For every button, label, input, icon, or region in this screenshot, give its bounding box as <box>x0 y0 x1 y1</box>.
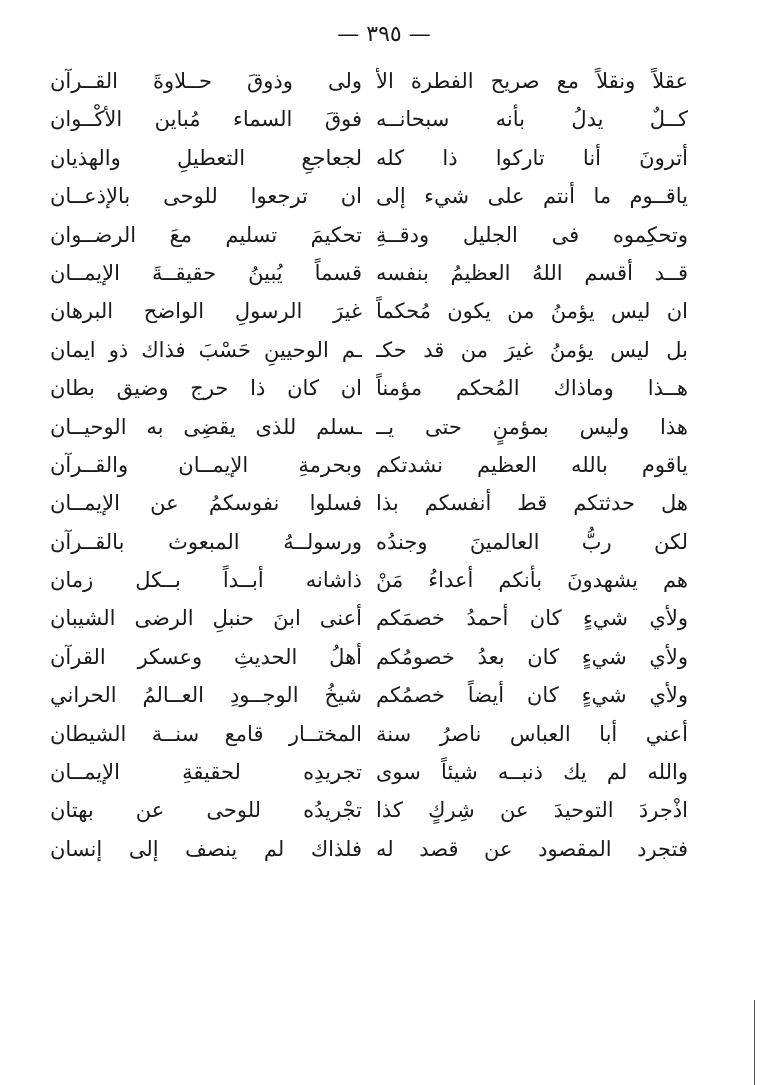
verse-11-first-hemistich: ياقوم بالله العظيم نشدتكم <box>376 452 688 477</box>
poem-body <box>50 62 688 868</box>
verse-19-first-hemistich: والله لم يك ذنبــه شيئاً سوى <box>376 760 688 785</box>
verse-7-first-hemistich: ان ليس يؤمنُ من يكون مُحكماً <box>376 299 688 324</box>
verse-1 <box>50 62 688 100</box>
verse-4-second-hemistich: ان ترجعوا للوحى بالإذعــان <box>50 184 362 209</box>
verse-14 <box>50 561 688 599</box>
verse-16-second-hemistich: أهلُ الحديثِ وعسكر القرآن <box>50 644 362 669</box>
verse-6-second-hemistich: قسماً يُبينُ حقيقــةَ الإيمــان <box>50 260 362 285</box>
verse-12-second-hemistich: فسلوا نفوسكمُ عن الإيمــان <box>50 491 362 516</box>
verse-9-first-hemistich: هــذا وماذاك المُحكم مؤمناً <box>376 376 688 401</box>
verse-18-second-hemistich: المختــار قامع سنــة الشيطان <box>50 721 362 746</box>
verse-3-second-hemistich: لجعاجعِ التعطيلِ والهذيان <box>50 145 362 170</box>
verse-19 <box>50 753 688 791</box>
verse-14-first-hemistich: هم يشهدونَ بأنكم أعداءُ مَنْ <box>376 568 688 593</box>
verse-14-second-hemistich: ذاشانه أبــداً بــكل زمان <box>50 568 362 593</box>
verse-12 <box>50 484 688 522</box>
verse-3-first-hemistich: أترونَ أنا تاركوا ذا كله <box>376 145 688 170</box>
verse-2 <box>50 100 688 138</box>
verse-5 <box>50 216 688 254</box>
verse-8-first-hemistich: بل ليس يؤمنُ غيرَ من قد حكـ <box>376 337 688 362</box>
binding-edge-line <box>754 1000 755 1085</box>
verse-1-first-hemistich: عقلاً ونقلاً مع صريح الفطرة الأ <box>376 69 688 93</box>
verse-2-first-hemistich: كــلٌ يدلُ بأنه سبحانــه <box>376 107 688 132</box>
verse-17-second-hemistich: شيخُ الوجــودِ العــالمُ الحراني <box>50 683 362 708</box>
verse-15-second-hemistich: أعنى ابنَ حنبلِ الرضى الشيبان <box>50 606 362 631</box>
verse-15 <box>50 599 688 637</box>
verse-21 <box>50 830 688 868</box>
verse-10 <box>50 408 688 446</box>
verse-4-first-hemistich: ياقــوم ما أنتم على شيء إلى <box>376 184 688 209</box>
verse-15-first-hemistich: ولأي شيءٍ كان أحمدُ خصمَكم <box>376 606 688 631</box>
verse-21-second-hemistich: فلذاك لم ينصف إلى إنسان <box>50 836 362 861</box>
verse-17-first-hemistich: ولأي شيءٍ كان أيضاً خصمُكم <box>376 683 688 708</box>
verse-11-second-hemistich: وبحرمةِ الإيمــان والقــرآن <box>50 452 362 477</box>
verse-7-second-hemistich: غيرَ الرسولِ الواضح البرهان <box>50 299 362 324</box>
verse-12-first-hemistich: هل حدثتكم قط أنفسكم بذا <box>376 491 688 516</box>
verse-1-second-hemistich: ولى وذوقَ حــلاوةَ القــرآن <box>50 69 362 93</box>
verse-9-second-hemistich: ان كان ذا حرج وضيق بطان <box>50 376 362 401</box>
page-number: — ٣٩٥ — <box>337 22 431 47</box>
verse-19-second-hemistich: تجريدِه لحقيقةِ الإيمــان <box>50 760 362 785</box>
verse-16 <box>50 638 688 676</box>
verse-8 <box>50 331 688 369</box>
verse-13-first-hemistich: لكن ربُّ العالمينَ وجندُه <box>376 529 688 554</box>
verse-7 <box>50 292 688 330</box>
verse-21-first-hemistich: فتجرد المقصود عن قصد له <box>376 836 688 861</box>
verse-8-second-hemistich: ـم الوحيينِ حَسْبَ فذاك ذو ايمان <box>50 337 362 362</box>
verse-17 <box>50 676 688 714</box>
verse-4 <box>50 177 688 215</box>
verse-10-first-hemistich: هذا وليس بمؤمنٍ حتى يــ <box>376 414 688 439</box>
verse-13 <box>50 523 688 561</box>
verse-5-second-hemistich: تحكيمَ تسليم معَ الرضــوان <box>50 222 362 247</box>
verse-3 <box>50 139 688 177</box>
verse-20-second-hemistich: تجْريدُه للوحى عن بهتان <box>50 798 362 823</box>
verse-11 <box>50 446 688 484</box>
verse-18-first-hemistich: أعني أبا العباس ناصرُ سنة <box>376 721 688 746</box>
verse-18 <box>50 715 688 753</box>
verse-2-second-hemistich: فوقَ السماء مُباين الأكْــوان <box>50 107 362 132</box>
verse-13-second-hemistich: ورسولــهُ المبعوث بالقــرآن <box>50 529 362 554</box>
verse-20 <box>50 791 688 829</box>
verse-16-first-hemistich: ولأي شيءٍ كان بعدُ خصومُكم <box>376 644 688 669</box>
verse-9 <box>50 369 688 407</box>
verse-6-first-hemistich: قــد أقسم اللهُ العظيمُ بنفسه <box>376 260 688 285</box>
verse-20-first-hemistich: اذْجردَ التوحيدَ عن شِركٍ كذا <box>376 798 688 823</box>
verse-10-second-hemistich: ـسلم للذى يقضِى به الوحيــان <box>50 414 362 439</box>
verse-6 <box>50 254 688 292</box>
verse-5-first-hemistich: وتحكِموه فى الجليل ودقــةِ <box>376 222 688 247</box>
